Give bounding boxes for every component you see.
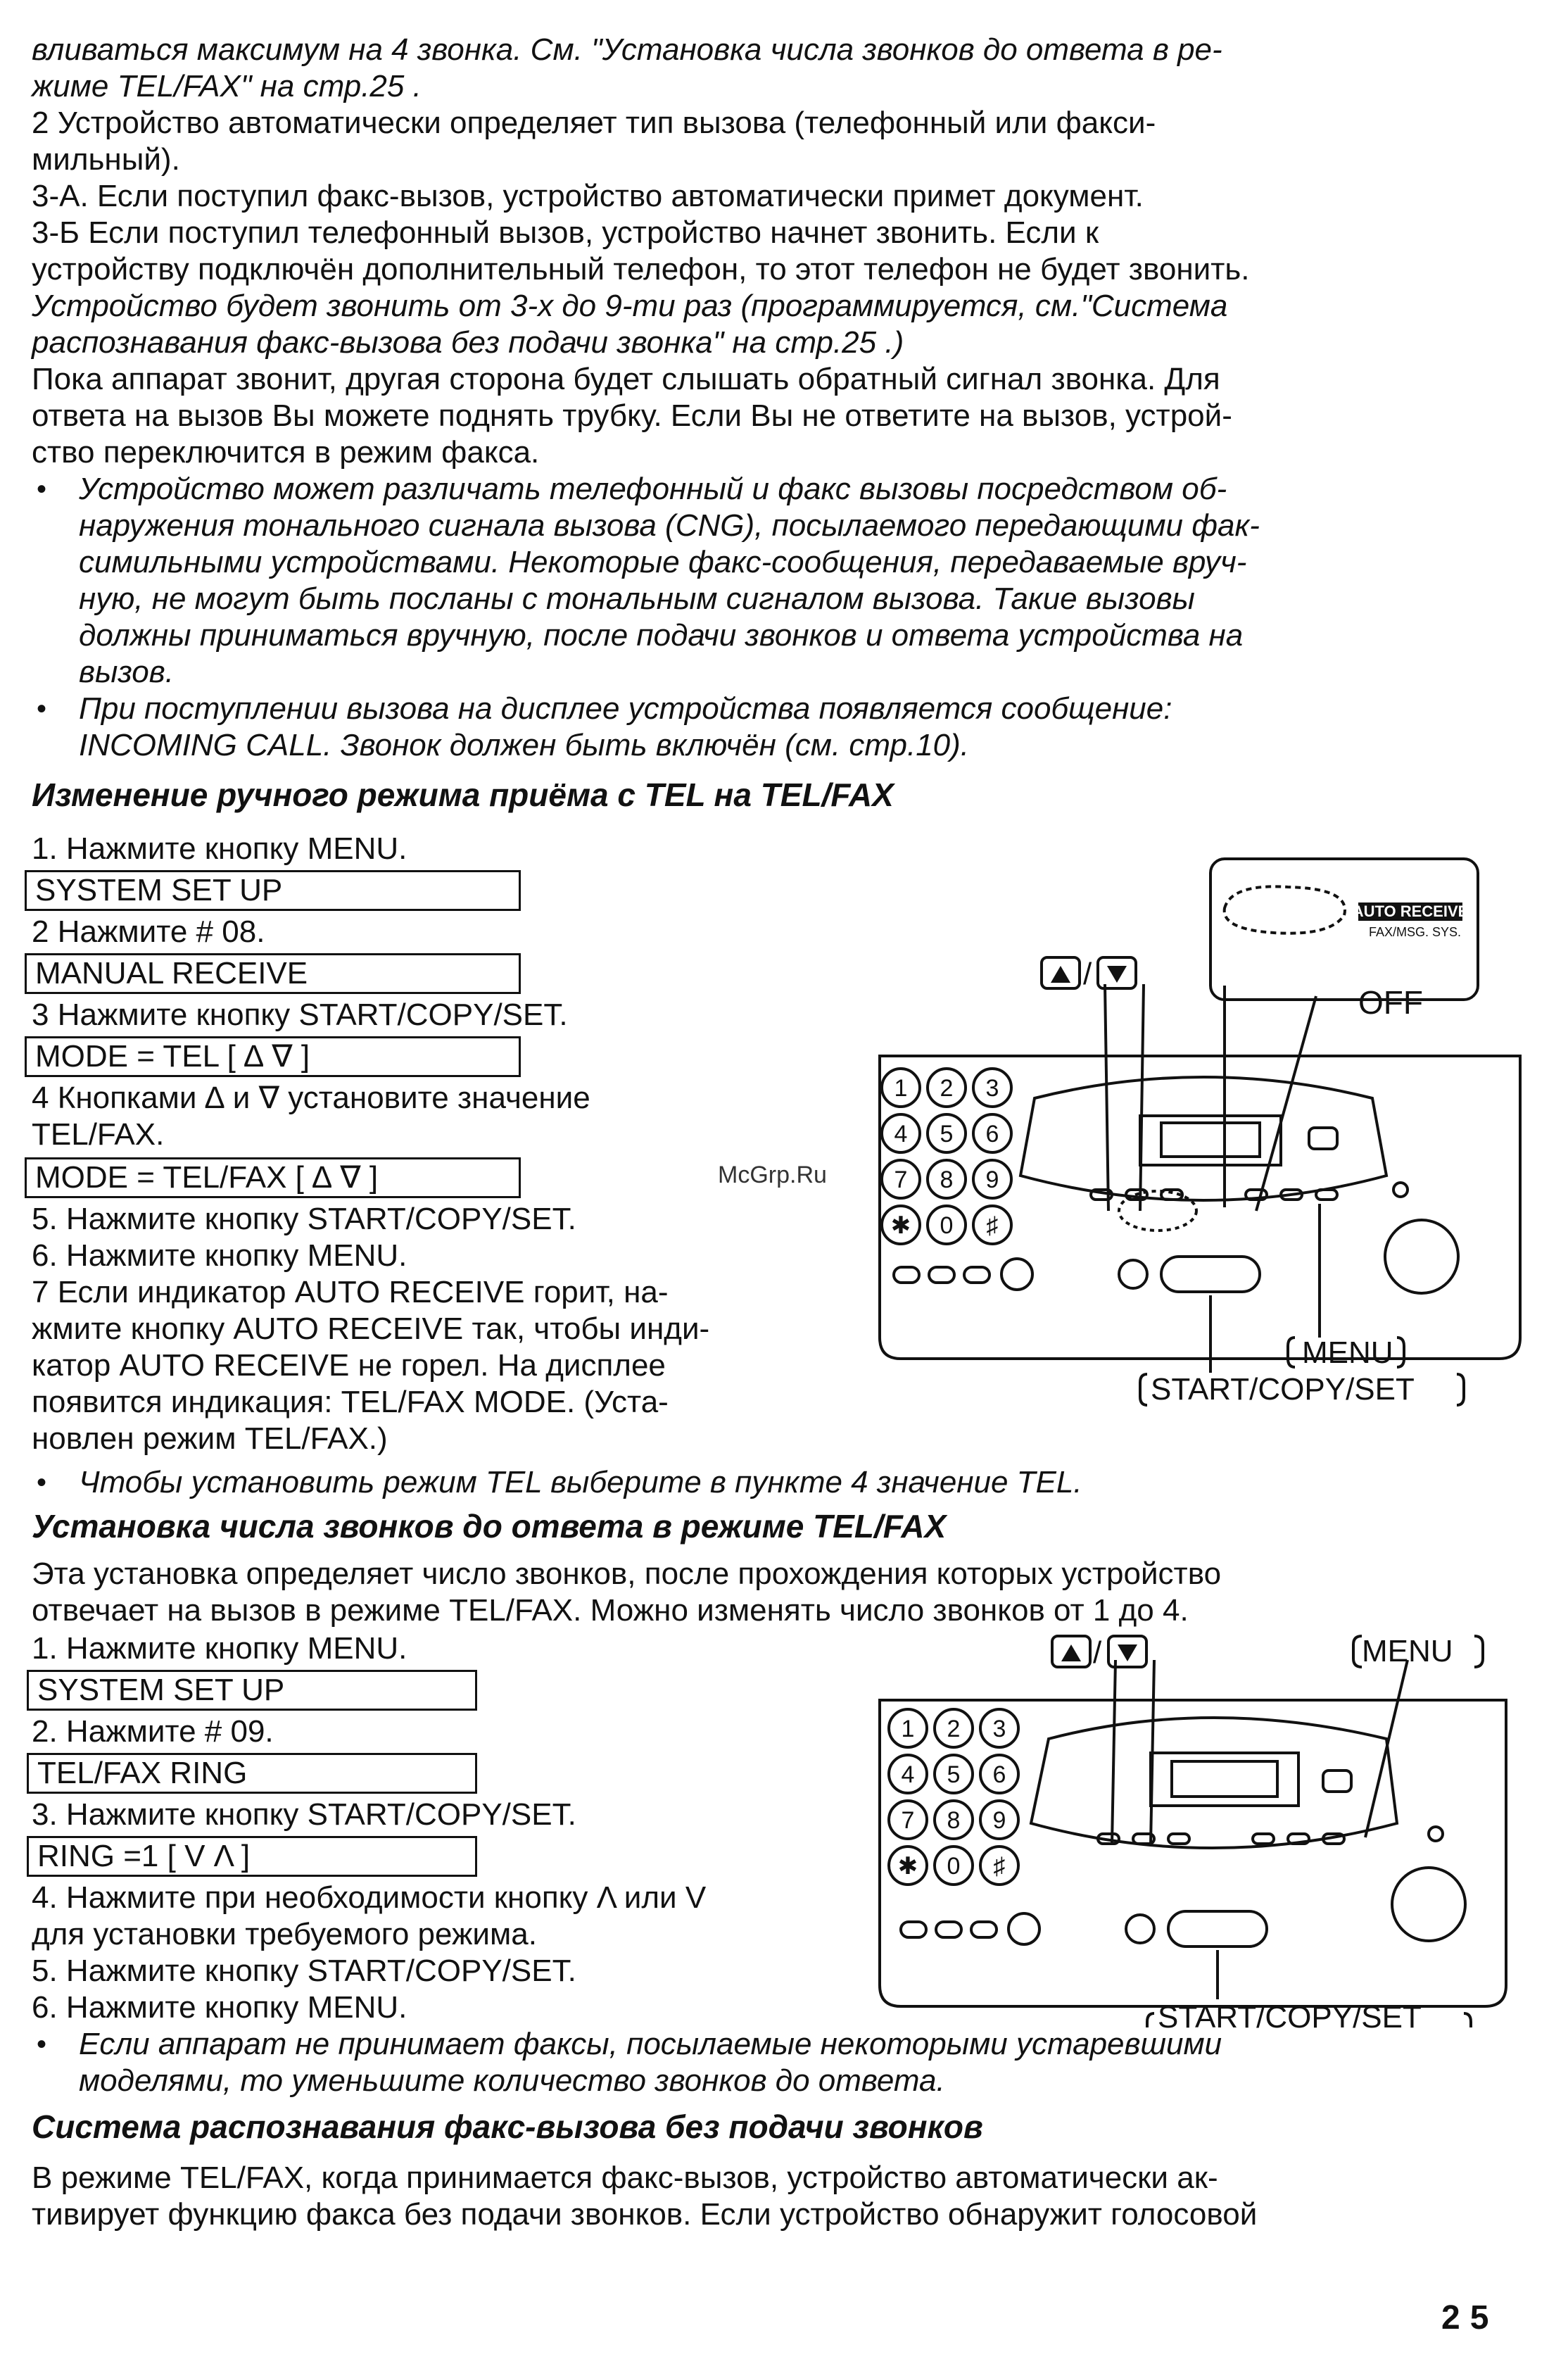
italic-line: распознавания факс-вызова без подачи звонка" на стр.25 .) (32, 325, 904, 360)
bullet-icon: • (37, 474, 47, 505)
display-box: MODE = TEL [ ∆ ∇ ] (25, 1036, 521, 1077)
paragraph-line: ство переключится в режим факса. (32, 435, 540, 470)
paragraph-line: Эта установка определяет число звонков, после прохождения которых устройство (32, 1556, 1222, 1591)
display-box: RING =1 [ V Λ ] (27, 1836, 477, 1877)
bullet-line: вызов. (79, 655, 174, 689)
step-line: 3-Б Если поступил телефонный вызов, устройство начнет звонить. Если к (32, 215, 1099, 250)
keypad-key-label: ✱ (890, 1212, 911, 1239)
start-copy-set-button (1161, 1257, 1260, 1292)
bullet-line: INCOMING CALL. Звонок должен быть включён (см. стр.10). (79, 728, 970, 762)
keypad-key-label: 2 (947, 1716, 961, 1742)
keypad-key-label: 0 (940, 1212, 954, 1239)
paragraph-line: В режиме TEL/FAX, когда принимается факс-вызов, устройство автоматически ак- (32, 2161, 1218, 2195)
auto-receive-label: AUTO RECEIVE (1352, 903, 1469, 920)
bullet-line: должны приниматься вручную, после подачи звонков и ответа устройства на (79, 618, 1244, 653)
keypad-key-label: 3 (992, 1716, 1006, 1742)
watermark: McGrp.Ru (718, 1162, 827, 1188)
keypad-key-label: ♯ (986, 1212, 999, 1239)
step-1: 1. Нажмите кнопку MENU. (32, 1631, 407, 1666)
italic-line: Устройство будет звонить от 3-х до 9-ти раз (программируется, см."Система (32, 289, 1228, 323)
keypad-key-label: ♯ (993, 1853, 1006, 1880)
step-3: 3 Нажмите кнопку START/COPY/SET. (32, 998, 568, 1032)
bullet-icon: • (37, 2029, 47, 2060)
step-7: 7 Если индикатор AUTO RECEIVE горит, на- (32, 1275, 669, 1309)
keypad-key-label: 9 (985, 1166, 999, 1193)
page-number: 25 (1441, 2299, 1499, 2337)
keypad-key-label: 4 (894, 1121, 908, 1147)
step-4-cont: для установки требуемого режима. (32, 1917, 537, 1951)
bullet-line: Устройство может различать телефонный и факс вызовы посредством об- (79, 472, 1227, 506)
keypad (889, 1709, 1018, 1885)
step-line: 3-А. Если поступил факс-вызов, устройство автоматически примет документ. (32, 179, 1144, 213)
display-box: MANUAL RECEIVE (25, 953, 521, 994)
fax-msg-label: FAX/MSG. SYS. (1369, 925, 1462, 939)
bullet-icon: • (37, 693, 47, 724)
section-heading: Изменение ручного режима приёма с TEL на TEL/FAX (32, 776, 894, 813)
display-box: MODE = TEL/FAX [ ∆ ∇ ] (25, 1157, 521, 1198)
section-heading: Система распознавания факс-вызова без подачи звонков (32, 2108, 983, 2145)
bullet-line: наружения тонального сигнала вызова (CNG), посылаемого передающими фак- (79, 508, 1260, 543)
bullet-line: симильными устройствами. Некоторые факс-сообщения, передаваемые вруч- (79, 545, 1247, 579)
step-2: 2. Нажмите # 09. (32, 1714, 274, 1749)
keypad-key-label: 9 (992, 1807, 1006, 1834)
up-down-separator: / (1093, 1635, 1102, 1670)
paragraph-line: ответа на вызов Вы можете поднять трубку. Если Вы не ответите на вызов, устрой- (32, 398, 1232, 433)
step-line: устройству подключён дополнительный телефон, то этот телефон не будет звонить. (32, 252, 1250, 287)
speaker-icon (1385, 1220, 1458, 1293)
step-4-cont: TEL/FAX. (32, 1117, 165, 1152)
note-line: Чтобы установить режим TEL выберите в пункте 4 значение TEL. (79, 1465, 1082, 1499)
display-box: SYSTEM SET UP (25, 870, 521, 911)
start-copy-set-label: START/COPY/SET (1151, 1372, 1415, 1407)
step-line: 2 Устройство автоматически определяет тип вызова (телефонный или факси- (32, 106, 1156, 140)
start-copy-set-label: START/COPY/SET (1158, 2000, 1422, 2034)
step-3: 3. Нажмите кнопку START/COPY/SET. (32, 1797, 576, 1832)
step-7-cont: жмите кнопку AUTO RECEIVE так, чтобы инди- (32, 1312, 710, 1346)
note-line: моделями, то уменьшите количество звонков до ответа. (79, 2063, 945, 2098)
fax-panel-figure (866, 845, 1541, 1457)
intro-line: жиме TEL/FAX" на стр.25 . (32, 69, 422, 103)
keypad-key-label: 4 (901, 1761, 915, 1788)
keypad-key-label: 1 (894, 1075, 908, 1102)
step-6: 6. Нажмите кнопку MENU. (32, 1238, 407, 1273)
keypad-key-label: ✱ (897, 1853, 918, 1880)
note-line: Если аппарат не принимает факсы, посылаемые некоторыми устаревшими (79, 2027, 1222, 2061)
keypad-key-label: 3 (985, 1075, 999, 1102)
keypad-key-label: 2 (940, 1075, 954, 1102)
up-down-separator: / (1083, 957, 1092, 991)
step-7-cont: новлен режим TEL/FAX.) (32, 1421, 388, 1456)
keypad-key-label: 7 (894, 1166, 908, 1193)
step-1: 1. Нажмите кнопку MENU. (32, 831, 407, 866)
keypad-key-label: 6 (985, 1121, 999, 1147)
step-4: 4 Кнопками ∆ и ∇ установите значение (32, 1081, 590, 1115)
off-label: OFF (1358, 984, 1423, 1021)
bullet-line: При поступлении вызова на дисплее устройства появляется сообщение: (79, 691, 1172, 726)
intro-line: вливаться максимум на 4 звонка. См. "Установка числа звонков до ответа в ре- (32, 32, 1222, 67)
keypad-key-label: 5 (940, 1121, 954, 1147)
step-5: 5. Нажмите кнопку START/COPY/SET. (32, 1954, 576, 1988)
keypad-key-label: 6 (992, 1761, 1006, 1788)
display-box: TEL/FAX RING (27, 1753, 477, 1794)
keypad (882, 1069, 1011, 1244)
step-7-cont: катор AUTO RECEIVE не горел. На дисплее (32, 1348, 666, 1383)
paragraph-line: Пока аппарат звонит, другая сторона будет слышать обратный сигнал звонка. Для (32, 362, 1220, 396)
keypad-key-label: 7 (901, 1807, 915, 1834)
display-box: SYSTEM SET UP (27, 1670, 477, 1711)
menu-label: MENU (1302, 1335, 1393, 1370)
keypad-key-label: 1 (901, 1716, 915, 1742)
keypad-key-label: 5 (947, 1761, 961, 1788)
step-2: 2 Нажмите # 08. (32, 914, 265, 949)
step-4: 4. Нажмите при необходимости кнопку Λ или V (32, 1880, 707, 1915)
section-heading: Установка числа звонков до ответа в режиме TEL/FAX (32, 1508, 947, 1545)
paragraph-line: отвечает на вызов в режиме TEL/FAX. Можно изменять число звонков от 1 до 4. (32, 1593, 1189, 1628)
fax-panel-figure-2 (873, 1633, 1541, 2034)
step-7-cont: появится индикация: TEL/FAX MODE. (Уста- (32, 1385, 669, 1419)
keypad-key-label: 8 (940, 1166, 954, 1193)
bullet-icon: • (37, 1467, 47, 1498)
bullet-line: ную, не могут быть посланы с тональным сигналом вызова. Такие вызовы (79, 581, 1195, 616)
keypad-key-label: 0 (947, 1853, 961, 1880)
keypad-key-label: 8 (947, 1807, 961, 1834)
step-6: 6. Нажмите кнопку MENU. (32, 1990, 407, 2025)
step-line: мильный). (32, 142, 180, 177)
step-5: 5. Нажмите кнопку START/COPY/SET. (32, 1202, 576, 1236)
paragraph-line: тивирует функцию факса без подачи звонков. Если устройство обнаружит голосовой (32, 2197, 1258, 2232)
menu-label: MENU (1362, 1634, 1453, 1668)
